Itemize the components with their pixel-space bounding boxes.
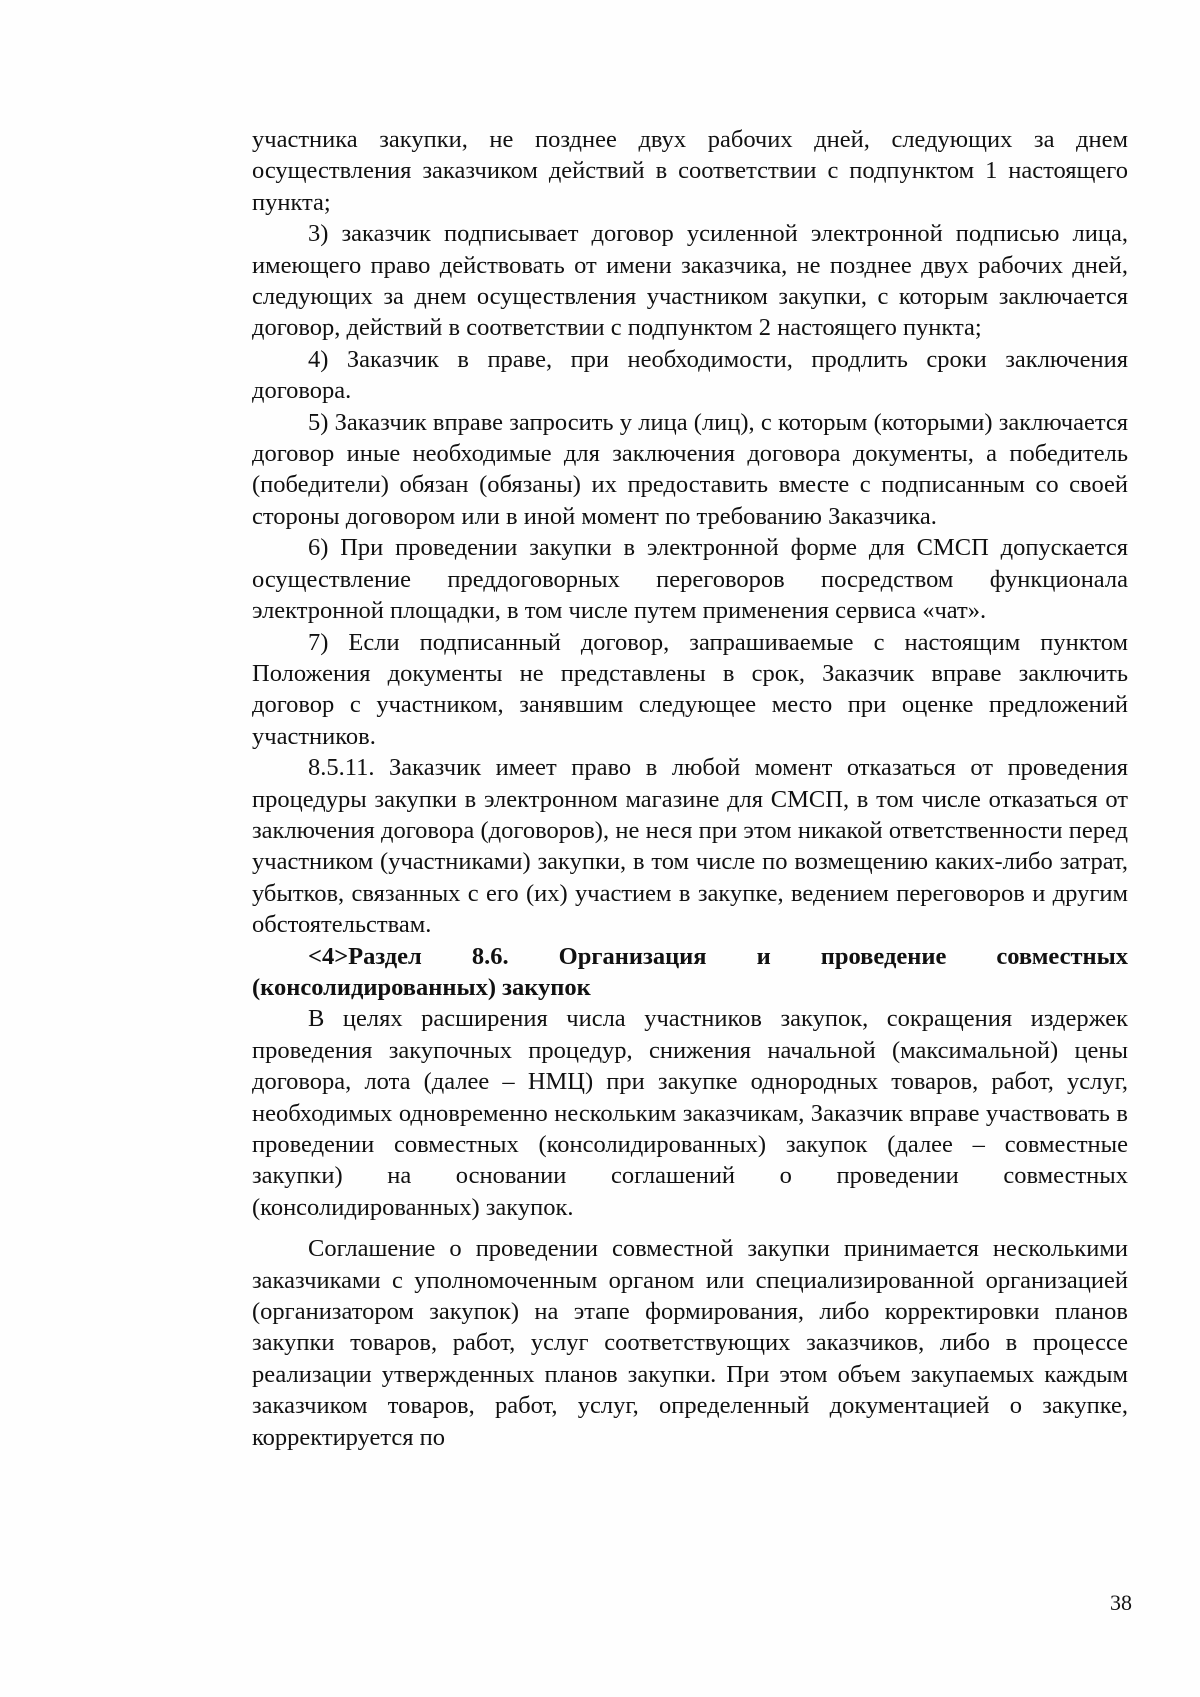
page-number: 38 <box>1110 1590 1132 1615</box>
paragraph-item-5: 5) Заказчик вправе запросить у лица (лиц), с которым (которыми) заключается договор иные необходимые для заключения договора документы, а победитель (победители) обязан (обязаны) их предоставить вместе с подписанным со своей стороны договором или в иной момент по требованию Заказчика. <box>252 408 1128 530</box>
paragraph-item-4: 4) Заказчик в праве, при необходимости, продлить сроки заключения договора. <box>252 345 1128 405</box>
paragraph-joint-purchase-agreement: Соглашение о проведении совместной закупки принимается несколькими заказчиками с уполномоченным органом или специализированной организацией (организатором закупок) на этапе формирования, либо корректировки планов закупки товаров, работ, услуг соответствующих заказчиков, либо в процессе реализации утвержденных планов закупки. При этом объем закупаемых каждым заказчиком товаров, работ, услуг, определенный документацией о закупке, корректируется по <box>252 1235 1128 1451</box>
section-heading: <4>Раздел 8.6. Организация и проведение совместных (консолидированных) закупок <box>252 942 1128 1001</box>
paragraph-item-6: 6) При проведении закупки в электронной форме для СМСП допускается осуществление преддоговорных переговоров посредством функционала электронной площадки, в том числе путем применения сервиса «чат». <box>252 534 1128 625</box>
paragraph-item-7: 7) Если подписанный договор, запрашиваемые с настоящим пунктом Положения документы не представлены в срок, Заказчик вправе заключить договор с участником, занявшим следующее место при оценке предложений участников. <box>252 628 1128 750</box>
document-body <box>252 124 1128 1453</box>
paragraph-continuation: участника закупки, не позднее двух рабочих дней, следующих за днем осуществления заказчиком действий в соответствии с подпунктом 1 настоящего пункта; <box>252 126 1128 216</box>
paragraph-8-5-11: 8.5.11. Заказчик имеет право в любой момент отказаться от проведения процедуры закупки в электронном магазине для СМСП, в том числе отказаться от заключения договора (договоров), не неся при этом никакой ответственности перед участником (участниками) закупки, в том числе по возмещению каких-либо затрат, убытков, связанных с его (их) участием в закупке, ведением переговоров и другим обстоятельствам. <box>252 754 1128 939</box>
paragraph-joint-purchases-purpose: В целях расширения числа участников закупок, сокращения издержек проведения закупочных процедур, снижения начальной (максимальной) цены договора, лота (далее – НМЦ) при закупке однородных товаров, работ, услуг, необходимых одновременно нескольким заказчикам, Заказчик вправе участвовать в проведении совместных (консолидированных) закупок (далее – совместные закупки) на основании соглашений о проведении совместных (консолидированных) закупок. <box>252 1005 1128 1221</box>
paragraph-item-3: 3) заказчик подписывает договор усиленной электронной подписью лица, имеющего право действовать от имени заказчика, не позднее двух рабочих дней, следующих за днем осуществления участником закупки, с которым заключается договор, действий в соответствии с подпунктом 2 настоящего пункта; <box>252 220 1128 342</box>
paragraph-gap <box>252 1223 1128 1233</box>
